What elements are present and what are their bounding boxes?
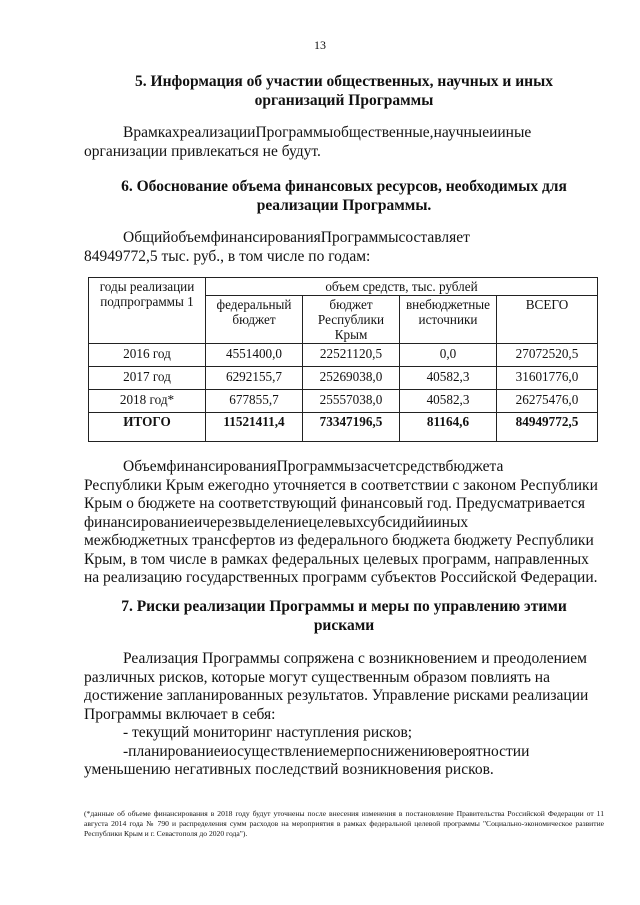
- word: и: [220, 742, 229, 760]
- row-year: 2017 год: [89, 367, 206, 390]
- cell-extra: 0,0: [400, 344, 497, 367]
- word: и: [521, 742, 530, 760]
- page-number: 13: [314, 38, 326, 52]
- word: снижению: [370, 742, 440, 760]
- footnote: (*данные об объеме финансирования в 2018 году будут уточнены после внесения изменения в постановление Правительства Российской Федерации от 11 августа 2014 года № 790 и распределения сумм расходов на мероприятия в рамках федеральной целевой программы "Социально-экономическое развитие Республики Крым и г. Севастополя до 2020 года").: [84, 809, 604, 838]
- section7-paragraph: [84, 650, 600, 780]
- word: научные: [433, 124, 490, 141]
- funding-paragraph: [84, 458, 600, 588]
- total-crimea: 73347196,5: [303, 413, 400, 442]
- cell-total: 26275476,0: [497, 390, 598, 413]
- group-header: объем средств, тыс. рублей: [206, 278, 598, 296]
- word: Программы: [320, 229, 399, 246]
- row-year: 2018 год*: [89, 390, 206, 413]
- table-row: [89, 344, 598, 367]
- word: целевых: [308, 513, 364, 531]
- word: через: [202, 513, 238, 531]
- section6-heading: [84, 177, 604, 215]
- col-header-extra: внебюджетные источники: [400, 296, 497, 344]
- word: и: [489, 124, 498, 141]
- word: счет: [367, 458, 396, 475]
- funding-line7: на реализацию государственных программ субъектов Российской Федерации.: [84, 569, 598, 586]
- cell-extra: 40582,3: [400, 390, 497, 413]
- total-total: 84949772,5: [497, 413, 598, 442]
- table-row: [89, 390, 598, 413]
- section7-heading: [84, 597, 604, 635]
- word: объем: [170, 229, 211, 246]
- cell-extra: 40582,3: [400, 367, 497, 390]
- cell-federal: 4551400,0: [206, 344, 303, 367]
- row-year: 2016 год: [89, 344, 206, 367]
- word: -: [123, 742, 129, 760]
- cell-federal: 677855,7: [206, 390, 303, 413]
- section5-para-line1: [84, 124, 600, 143]
- word: Программы: [276, 458, 355, 475]
- col-year-header: годы реализации подпрограммы 1: [89, 278, 206, 344]
- section7-bullet2-line1: [84, 743, 600, 762]
- word: Программы: [255, 124, 334, 141]
- word: общественные,: [333, 124, 434, 141]
- section7-para-line3: достижение запланированных результатов. Управление рисками реализации: [84, 687, 589, 704]
- col-header-federal: федеральный бюджет: [206, 296, 303, 344]
- finance-table: [88, 277, 598, 442]
- col-header-crimea: бюджет Республики Крым: [303, 296, 400, 344]
- section7-para-line2: различных рисков, которые могут существенным образом повлиять на: [84, 668, 550, 686]
- section6-heading-line1: 6. Обоснование объема финансовых ресурсов, необходимых для: [121, 178, 567, 195]
- word: бюджета: [445, 458, 504, 475]
- word: рамках: [133, 124, 180, 141]
- word: составляет: [398, 229, 470, 246]
- funding-line6: Крым, в том числе в рамках федеральных целевых программ, направленных: [84, 550, 589, 568]
- section6-intro: [84, 229, 600, 266]
- word: по: [354, 742, 371, 760]
- word: осуществление: [228, 742, 330, 760]
- funding-line4: [84, 514, 600, 533]
- word: В: [123, 124, 134, 141]
- cell-crimea: 25269038,0: [303, 367, 400, 390]
- section7-para-line4: Программы включает в себя:: [84, 705, 276, 723]
- funding-line5: межбюджетных трансфертов из федерального бюджета бюджету Республики: [84, 532, 594, 549]
- col-header-total: ВСЕГО: [497, 296, 598, 344]
- section7-heading-line2: рисками: [313, 617, 375, 634]
- section5-paragraph: [84, 124, 600, 161]
- word: субсидий: [363, 513, 426, 531]
- funding-line1: [84, 458, 600, 477]
- cell-total: 27072520,5: [497, 344, 598, 367]
- section7-bullet1: - текущий мониторинг наступления рисков;: [123, 724, 413, 741]
- word: выделение: [237, 513, 309, 531]
- word: реализации: [179, 124, 256, 141]
- cell-total: 31601776,0: [497, 367, 598, 390]
- word: иные: [497, 124, 532, 141]
- total-federal: 11521411,4: [206, 413, 303, 442]
- word: финансирование: [84, 513, 194, 531]
- word: Объем: [123, 458, 167, 475]
- word: вероятности: [439, 742, 522, 760]
- word: и: [193, 513, 203, 531]
- section5-para-line2: организации привлекаться не будут.: [84, 142, 321, 160]
- table-row: [89, 367, 598, 390]
- total-label: ИТОГО: [89, 413, 206, 442]
- section6-intro-line1: [84, 229, 600, 248]
- word: средств: [395, 458, 446, 475]
- funding-line2: Республики Крым ежегодно уточняется в соответствии с законом Республики: [84, 476, 598, 494]
- word: Общий: [123, 229, 171, 246]
- word: за: [354, 458, 368, 475]
- word: иных: [433, 513, 469, 531]
- section7-bullet2-line2: уменьшению негативных последствий возникновения рисков.: [84, 761, 494, 778]
- total-extra: 81164,6: [400, 413, 497, 442]
- table-total-row: [89, 413, 598, 442]
- section6-intro-line2: 84949772,5 тыс. руб., в том числе по годам:: [84, 247, 371, 265]
- funding-line3: Крым о бюджете на соответствующий финансовый год. Предусматривается: [84, 495, 585, 512]
- word: мер: [329, 742, 355, 760]
- cell-crimea: 22521120,5: [303, 344, 400, 367]
- section5-heading-line2: организаций Программы: [254, 92, 434, 109]
- word: планирование: [128, 742, 221, 760]
- cell-federal: 6292155,7: [206, 367, 303, 390]
- section7-heading-line1: 7. Риски реализации Программы и меры по управлению этими: [121, 598, 567, 615]
- table-header-row: [89, 278, 598, 296]
- section5-heading-line1: 5. Информация об участии общественных, научных и иных: [135, 73, 553, 90]
- word: финансирования: [166, 458, 277, 475]
- section5-heading: [84, 72, 604, 110]
- word: и: [425, 513, 434, 531]
- section7-para-line1: Реализация Программы сопряжена с возникновением и преодолением: [123, 650, 587, 667]
- section6-heading-line2: реализации Программы.: [256, 197, 432, 214]
- cell-crimea: 25557038,0: [303, 390, 400, 413]
- word: финансирования: [210, 229, 321, 246]
